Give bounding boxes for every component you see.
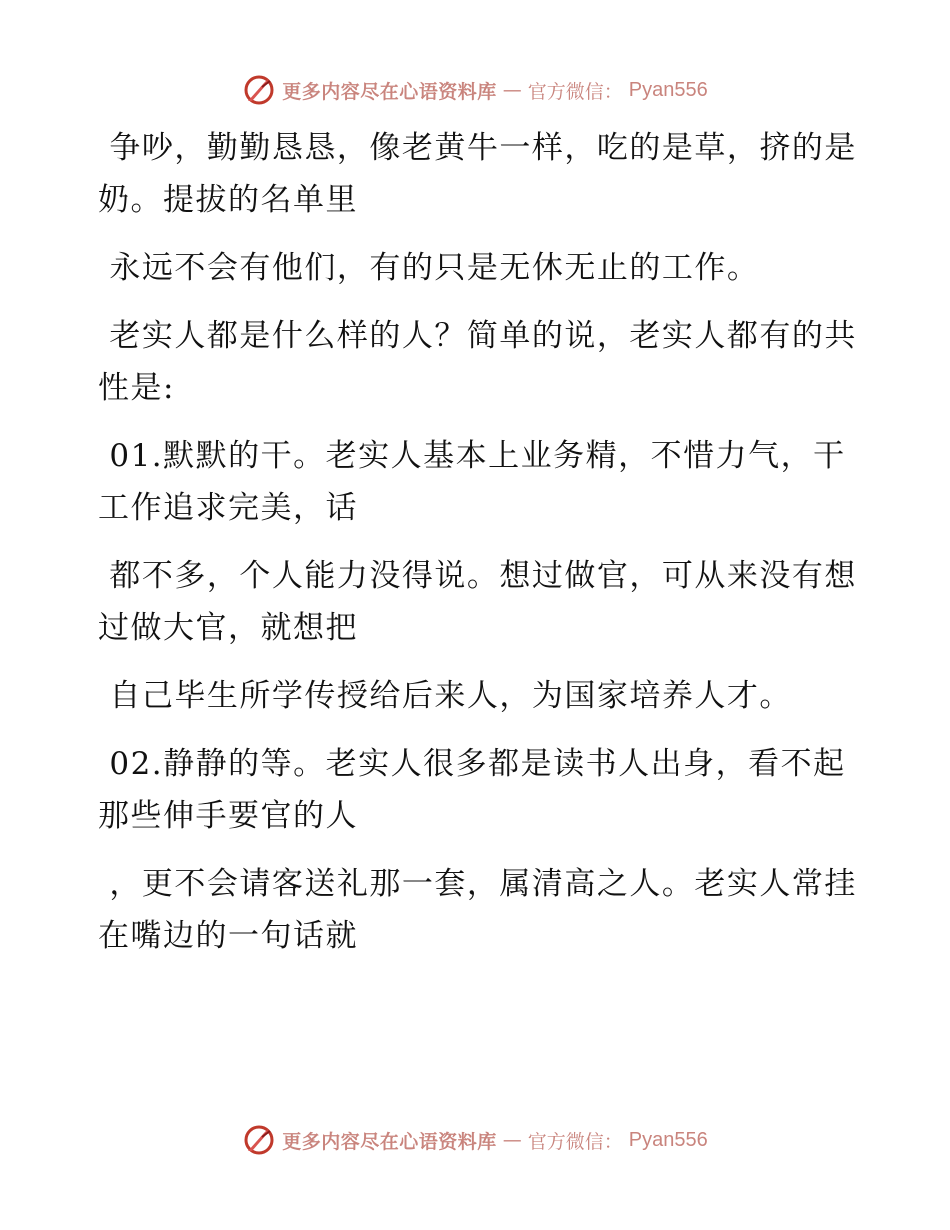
watermark-text: 更多内容尽在心语资料库 bbox=[282, 1130, 497, 1153]
watermark-official: 官方微信： bbox=[527, 80, 623, 103]
paragraph-8: ，更不会请客送礼那一套，属清高之人。老实人常挂在嘴边的一句话就 bbox=[98, 866, 857, 954]
watermark-text: 更多内容尽在心语资料库 bbox=[282, 80, 497, 103]
paragraph-1: 争吵，勤勤恳恳，像老黄牛一样，吃的是草，挤的是奶。提拔的名单里 bbox=[98, 130, 857, 218]
paragraph-4: 01.默默的干。老实人基本上业务精，不惜力气，干工作追求完美，话 bbox=[98, 438, 846, 526]
quill-logo-icon bbox=[242, 1123, 276, 1157]
paragraph-6: 自己毕生所学传授给后来人，为国家培养人才。 bbox=[98, 678, 792, 714]
footer-watermark bbox=[0, 1120, 950, 1160]
quill-logo-icon bbox=[242, 73, 276, 107]
header-watermark bbox=[0, 70, 950, 110]
paragraph-5: 都不多，个人能力没得说。想过做官，可从来没有想过做大官，就想把 bbox=[98, 558, 857, 646]
watermark-dash: — bbox=[502, 79, 522, 101]
watermark-id: Pyan556 bbox=[628, 1128, 708, 1151]
watermark-id: Pyan556 bbox=[628, 78, 708, 101]
watermark-official: 官方微信： bbox=[527, 1130, 623, 1153]
document-body bbox=[98, 122, 858, 962]
watermark-dash: — bbox=[502, 1129, 522, 1151]
paragraph-2: 永远不会有他们，有的只是无休无止的工作。 bbox=[98, 250, 760, 286]
paragraph-3: 老实人都是什么样的人？简单的说，老实人都有的共性是: bbox=[98, 318, 857, 406]
paragraph-7: 02.静静的等。老实人很多都是读书人出身，看不起那些伸手要官的人 bbox=[98, 746, 846, 834]
